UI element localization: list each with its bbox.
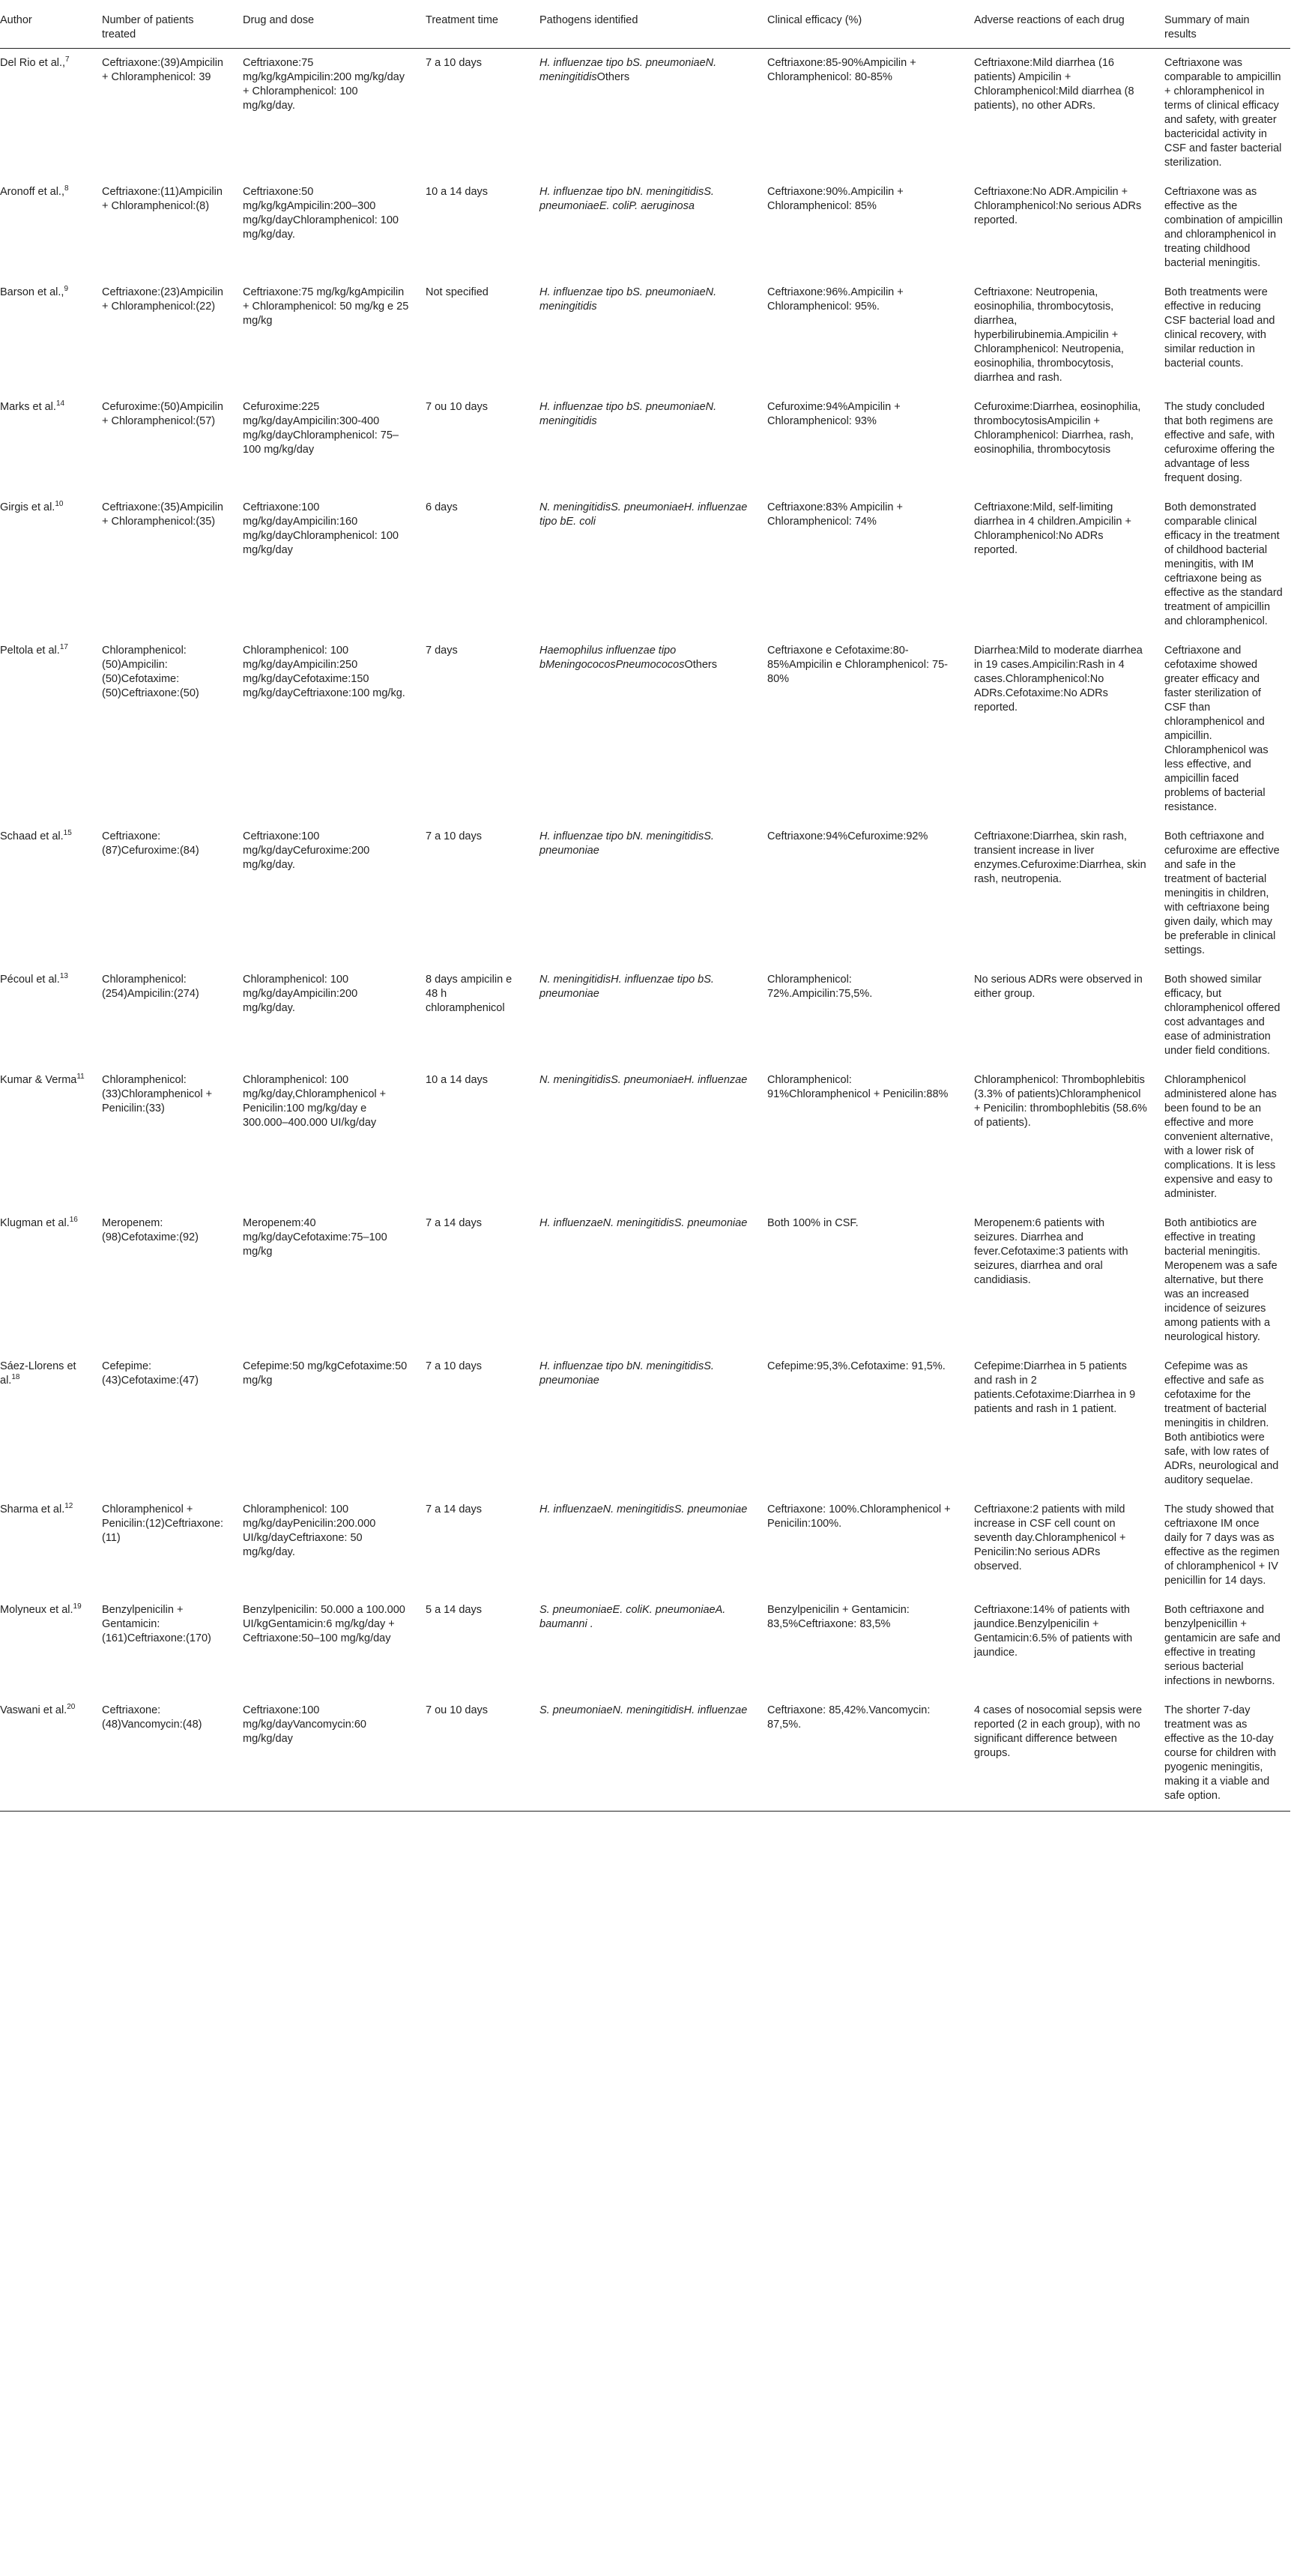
pathogens-cell — [530, 278, 758, 393]
patients-cell: Benzylpenicilin + Gentamicin:(161)Ceftriaxone:(170) — [102, 1604, 211, 1644]
table-row — [0, 278, 1290, 393]
efficacy-cell: Ceftriaxone: 100%.Chloramphenicol + Penicilin:100%. — [767, 1503, 951, 1530]
reference-number[interactable]: 12 — [64, 1502, 73, 1511]
drug-cell: Chloramphenicol: 100 mg/kg/dayPenicilin:200.000 UI/kg/dayCeftriaxone: 50 mg/kg/day. — [243, 1503, 376, 1558]
table-row — [0, 1696, 1290, 1812]
reference-number[interactable]: 14 — [55, 399, 65, 408]
pathogens-cell — [530, 1066, 758, 1209]
pathogens-italic: H. influenzae tipo bS. pneumoniaeN. meningitidis — [539, 286, 717, 313]
patients-cell: Cefepime:(43)Cefotaxime:(47) — [102, 1360, 199, 1387]
table-row — [0, 49, 1290, 178]
author-cell — [0, 278, 93, 393]
efficacy-cell: Both 100% in CSF. — [767, 1217, 859, 1229]
adverse-cell: No serious ADRs were observed in either group. — [974, 974, 1143, 1000]
patients-cell: Ceftriaxone:(23)Ampicilin + Chloramphenicol:(22) — [102, 286, 223, 313]
header-pathogens: Pathogens identified — [530, 10, 758, 49]
summary-cell: Ceftriaxone was as effective as the combination of ampicillin and chloramphenicol in treating childhood bacterial meningitis. — [1164, 186, 1283, 269]
drug-cell: Chloramphenicol: 100 mg/kg/dayAmpicilin:250 mg/kg/dayCefotaxime:150 mg/kg/dayCeftriaxone:100 mg/kg. — [243, 645, 405, 699]
author-cell — [0, 178, 93, 278]
pathogens-italic: H. influenzae tipo bN. meningitidisS. pneumoniae — [539, 1360, 714, 1387]
reference-number[interactable]: 18 — [11, 1373, 20, 1382]
pathogens-cell — [530, 1209, 758, 1352]
author-name: Aronoff et al., — [0, 186, 64, 198]
pathogens-italic: Haemophilus influenzae tipo bMeningococosPneumococos — [539, 645, 685, 671]
efficacy-cell: Cefuroxime:94%Ampicilin + Chloramphenicol: 93% — [767, 401, 901, 427]
pathogens-italic: H. influenzaeN. meningitidisS. pneumoniae — [539, 1503, 748, 1515]
drug-cell: Benzylpenicilin: 50.000 a 100.000 UI/kgGentamicin:6 mg/kg/day + Ceftriaxone:50–100 mg/kg/day — [243, 1604, 405, 1644]
author-cell — [0, 1066, 93, 1209]
pathogens-cell — [530, 1696, 758, 1812]
author-name: Del Rio et al., — [0, 57, 66, 69]
table-row — [0, 1596, 1290, 1696]
pathogens-italic: H. influenzae tipo bS. pneumoniaeN. meningitidis — [539, 57, 717, 83]
pathogens-other: Others — [684, 659, 717, 671]
drug-cell: Chloramphenicol: 100 mg/kg/day,Chloramphenicol + Penicilin:100 mg/kg/day e 300.000–400.000 UI/kg/day — [243, 1074, 387, 1129]
summary-cell: The shorter 7-day treatment was as effective as the 10-day course for children with pyogenic meningitis, making it a viable and safe option. — [1155, 1696, 1290, 1812]
drug-cell: Meropenem:40 mg/kg/dayCefotaxime:75–100 mg/kg — [243, 1217, 387, 1258]
reference-number[interactable]: 20 — [67, 1703, 76, 1712]
adverse-cell: Ceftriaxone:Mild, self-limiting diarrhea in 4 children.Ampicilin + Chloramphenicol:No ADRs reported. — [974, 501, 1131, 556]
drug-cell: Chloramphenicol: 100 mg/kg/dayAmpicilin:200 mg/kg/day. — [243, 974, 358, 1014]
pathogens-italic: N. meningitidisS. pneumoniaeH. influenzae — [539, 1074, 748, 1086]
author-name: Sharma et al. — [0, 1503, 65, 1515]
time-cell: 7 a 14 days — [426, 1503, 482, 1515]
author-name: Pécoul et al. — [0, 974, 60, 986]
page — [0, 10, 1294, 1812]
reference-number[interactable]: 13 — [59, 972, 68, 981]
patients-cell: Chloramphenicol + Penicilin:(12)Ceftriaxone:(11) — [102, 1503, 223, 1544]
patients-cell: Ceftriaxone:(35)Ampicilin + Chloramphenicol:(35) — [102, 501, 223, 528]
pathogens-italic: N. meningitidisH. influenzae tipo bS. pneumoniae — [539, 974, 714, 1000]
summary-cell: Both showed similar efficacy, but chloramphenicol offered cost advantages and ease of administration under field conditions. — [1164, 974, 1281, 1057]
header-summary: Summary of main results — [1155, 10, 1290, 49]
author-cell — [0, 965, 93, 1066]
time-cell: 7 a 14 days — [426, 1217, 482, 1229]
summary-cell: Cefepime was as effective and safe as cefotaxime for the treatment of bacterial meningitis in children. Both antibiotics were safe, with low rates of ADRs, neurological and auditory sequelae. — [1164, 1360, 1279, 1486]
efficacy-cell: Ceftriaxone:96%.Ampicilin + Chloramphenicol: 95%. — [767, 286, 904, 313]
time-cell: 7 a 10 days — [426, 57, 482, 69]
studies-table — [0, 10, 1290, 1812]
pathogens-italic: S. pneumoniaeN. meningitidisH. influenzae — [539, 1704, 748, 1716]
pathogens-cell — [530, 636, 758, 822]
summary-cell: Both treatments were effective in reducing CSF bacterial load and clinical recovery, with similar reduction in bacterial counts. — [1164, 286, 1275, 369]
adverse-cell: Ceftriaxone:Mild diarrhea (16 patients) Ampicilin + Chloramphenicol:Mild diarrhea (8 patients), no other ADRs. — [974, 57, 1134, 112]
header-efficacy: Clinical efficacy (%) — [758, 10, 965, 49]
author-name: Schaad et al. — [0, 830, 64, 842]
adverse-cell: Chloramphenicol: Thrombophlebitis (3.3% of patients)Chloramphenicol + Penicilin: thrombophlebitis (58.6% of patients). — [974, 1074, 1147, 1129]
time-cell: 6 days — [426, 501, 458, 513]
time-cell: 7 a 10 days — [426, 1360, 482, 1372]
author-name: Klugman et al. — [0, 1217, 70, 1229]
time-cell: 10 a 14 days — [426, 1074, 489, 1086]
table-header-row — [0, 10, 1290, 49]
efficacy-cell: Ceftriaxone:90%.Ampicilin + Chloramphenicol: 85% — [767, 186, 904, 212]
adverse-cell: Cefepime:Diarrhea in 5 patients and rash in 2 patients.Cefotaxime:Diarrhea in 9 patients and rash in 1 patient. — [974, 1360, 1136, 1415]
efficacy-cell: Chloramphenicol: 72%.Ampicilin:75,5%. — [767, 974, 873, 1000]
pathogens-italic: H. influenzae tipo bN. meningitidisS. pneumoniaeE. coliP. aeruginosa — [539, 186, 714, 212]
summary-cell: Both ceftriaxone and benzylpenicillin + gentamicin are safe and effective in treating serious bacterial infections in newborns. — [1164, 1604, 1281, 1687]
author-cell — [0, 493, 93, 636]
drug-cell: Ceftriaxone:75 mg/kg/kgAmpicilin:200 mg/kg/day + Chloramphenicol: 100 mg/kg/day. — [243, 57, 405, 112]
pathogens-italic: H. influenzae tipo bS. pneumoniaeN. meningitidis — [539, 401, 717, 427]
pathogens-italic: H. influenzaeN. meningitidisS. pneumoniae — [539, 1217, 748, 1229]
table-body — [0, 49, 1290, 1812]
header-drug: Drug and dose — [234, 10, 417, 49]
adverse-cell: Ceftriaxone:No ADR.Ampicilin + Chloramphenicol:No serious ADRs reported. — [974, 186, 1142, 226]
pathogens-cell — [530, 965, 758, 1066]
drug-cell: Ceftriaxone:100 mg/kg/dayAmpicilin:160 mg/kg/dayChloramphenicol: 100 mg/kg/day — [243, 501, 399, 556]
adverse-cell: Ceftriaxone:Diarrhea, skin rash, transient increase in liver enzymes.Cefuroxime:Diarrhea, skin rash, neutropenia. — [974, 830, 1146, 885]
patients-cell: Ceftriaxone:(39)Ampicilin + Chloramphenicol: 39 — [102, 57, 223, 83]
pathogens-cell — [530, 178, 758, 278]
summary-cell: Both ceftriaxone and cefuroxime are effective and safe in the treatment of bacterial meningitis in children, with ceftriaxone being given daily, which may be preferable in clinical settings. — [1164, 830, 1280, 956]
reference-number[interactable]: 17 — [59, 643, 68, 652]
pathogens-italic: H. influenzae tipo bN. meningitidisS. pneumoniae — [539, 830, 714, 857]
drug-cell: Cefuroxime:225 mg/kg/dayAmpicilin:300-400 mg/kg/dayChloramphenicol: 75–100 mg/kg/day — [243, 401, 399, 456]
summary-cell: Both antibiotics are effective in treating bacterial meningitis. Meropenem was a safe alternative, but there was an increased incidence of seizures among patients with a neurological history. — [1164, 1217, 1278, 1343]
pathogens-other: Others — [596, 71, 630, 83]
header-author: Author — [0, 10, 93, 49]
patients-cell: Ceftriaxone:(11)Ampicilin + Chloramphenicol:(8) — [102, 186, 223, 212]
author-cell — [0, 1495, 93, 1596]
pathogens-italic: N. meningitidisS. pneumoniaeH. influenzae tipo bE. coli — [539, 501, 748, 528]
drug-cell: Ceftriaxone:75 mg/kg/kgAmpicilin + Chloramphenicol: 50 mg/kg e 25 mg/kg — [243, 286, 409, 327]
reference-number[interactable]: 16 — [69, 1216, 78, 1225]
table-row — [0, 636, 1290, 822]
time-cell: 5 a 14 days — [426, 1604, 482, 1616]
time-cell: Not specified — [426, 286, 489, 298]
time-cell: 10 a 14 days — [426, 186, 489, 198]
table-row — [0, 965, 1290, 1066]
summary-cell: Ceftriaxone was comparable to ampicillin + chloramphenicol in terms of clinical efficacy and safety, with greater bactericidal activity in CSF and faster bacterial sterilization. — [1164, 57, 1282, 169]
efficacy-cell: Cefepime:95,3%.Cefotaxime: 91,5%. — [767, 1360, 946, 1372]
efficacy-cell: Ceftriaxone:85-90%Ampicilin + Chloramphenicol: 80-85% — [767, 57, 916, 83]
author-name: Vaswani et al. — [0, 1704, 67, 1716]
efficacy-cell: Ceftriaxone:83% Ampicilin + Chloramphenicol: 74% — [767, 501, 903, 528]
patients-cell: Chloramphenicol:(254)Ampicilin:(274) — [102, 974, 199, 1000]
pathogens-cell — [530, 393, 758, 493]
header-time: Treatment time — [417, 10, 530, 49]
reference-number[interactable]: 11 — [76, 1073, 85, 1082]
efficacy-cell: Chloramphenicol: 91%Chloramphenicol + Penicilin:88% — [767, 1074, 949, 1100]
pathogens-cell — [530, 1495, 758, 1596]
summary-cell: Ceftriaxone and cefotaxime showed greater efficacy and faster sterilization of CSF than chloramphenicol and ampicillin. Chloramphenicol was less effective, and ampicillin faced problems of bacterial resistance. — [1164, 645, 1269, 813]
drug-cell: Ceftriaxone:50 mg/kg/kgAmpicilin:200–300 mg/kg/dayChloramphenicol: 100 mg/kg/day. — [243, 186, 399, 241]
summary-cell: Chloramphenicol administered alone has been found to be an effective and more convenient alternative, with a lower risk of complications. It is less expensive and easy to administer. — [1164, 1074, 1277, 1200]
adverse-cell: Ceftriaxone:2 patients with mild increase in CSF cell count on seventh day.Chloramphenicol + Penicilin:No serious ADRs observed. — [974, 1503, 1126, 1572]
author-name: Girgis et al. — [0, 501, 55, 513]
table-row — [0, 1495, 1290, 1596]
author-name: Barson et al., — [0, 286, 64, 298]
header-patients: Number of patients treated — [93, 10, 234, 49]
summary-cell: The study concluded that both regimens are effective and safe, with cefuroxime offering the advantage of less frequent dosing. — [1164, 401, 1275, 484]
author-cell — [0, 636, 93, 822]
adverse-cell: Ceftriaxone:14% of patients with jaundice.Benzylpenicilin + Gentamicin:6.5% of patients with jaundice. — [974, 1604, 1133, 1659]
drug-cell: Ceftriaxone:100 mg/kg/dayVancomycin:60 mg/kg/day — [234, 1696, 417, 1812]
pathogens-cell — [530, 822, 758, 965]
patients-cell: Ceftriaxone:(48)Vancomycin:(48) — [93, 1696, 234, 1812]
drug-cell: Cefepime:50 mg/kgCefotaxime:50 mg/kg — [243, 1360, 408, 1387]
author-cell — [0, 393, 93, 493]
drug-cell: Ceftriaxone:100 mg/kg/dayCefuroxime:200 mg/kg/day. — [243, 830, 370, 871]
table-row — [0, 1066, 1290, 1209]
time-cell: 7 a 10 days — [426, 830, 482, 842]
patients-cell: Meropenem:(98)Cefotaxime:(92) — [102, 1217, 199, 1243]
table-row — [0, 178, 1290, 278]
table-row — [0, 393, 1290, 493]
author-name: Marks et al. — [0, 401, 56, 413]
adverse-cell: Meropenem:6 patients with seizures. Diarrhea and fever.Cefotaxime:3 patients with seizures, diarrhea and oral candidiasis. — [974, 1217, 1128, 1286]
pathogens-cell — [530, 1596, 758, 1696]
author-name: Kumar & Verma — [0, 1074, 77, 1086]
efficacy-cell: Benzylpenicilin + Gentamicin: 83,5%Ceftriaxone: 83,5% — [767, 1604, 910, 1630]
pathogens-cell — [530, 1352, 758, 1495]
efficacy-cell: Ceftriaxone: 85,42%.Vancomycin: 87,5%. — [758, 1696, 965, 1812]
adverse-cell: Diarrhea:Mild to moderate diarrhea in 19 cases.Ampicilin:Rash in 4 cases.Chloramphenicol:No ADRs.Cefotaxime:No ADRs reported. — [974, 645, 1143, 714]
author-cell — [0, 1596, 93, 1696]
author-name: Peltola et al. — [0, 645, 60, 657]
header-adverse: Adverse reactions of each drug — [965, 10, 1155, 49]
reference-number[interactable]: 7 — [65, 55, 70, 64]
time-cell: 8 days ampicilin e 48 h chloramphenicol — [426, 974, 513, 1014]
table-row — [0, 1352, 1290, 1495]
author-cell — [0, 49, 93, 178]
adverse-cell: 4 cases of nosocomial sepsis were reported (2 in each group), with no significant difference between groups. — [965, 1696, 1155, 1812]
table-row — [0, 493, 1290, 636]
summary-cell: Both demonstrated comparable clinical efficacy in the treatment of childhood bacterial meningitis, with IM ceftriaxone being as effective as the standard treatment of ampicillin and chloramphenicol. — [1164, 501, 1283, 627]
reference-number[interactable]: 10 — [55, 500, 64, 509]
author-name: Molyneux et al. — [0, 1604, 73, 1616]
table-row — [0, 822, 1290, 965]
author-cell — [0, 1352, 93, 1495]
author-cell — [0, 822, 93, 965]
time-cell: 7 ou 10 days — [417, 1696, 530, 1812]
pathogens-cell — [530, 49, 758, 178]
patients-cell: Chloramphenicol:(33)Chloramphenicol + Penicilin:(33) — [102, 1074, 213, 1114]
reference-number[interactable]: 15 — [63, 829, 72, 838]
summary-cell: The study showed that ceftriaxone IM once daily for 7 days was as effective as the regimen of chloramphenicol + IV penicillin for 14 days. — [1164, 1503, 1280, 1587]
reference-number[interactable]: 9 — [64, 285, 68, 294]
author-cell — [0, 1696, 93, 1812]
author-name: Sáez-Llorens et al. — [0, 1360, 76, 1387]
adverse-cell: Cefuroxime:Diarrhea, eosinophilia, thrombocytosisAmpicilin + Chloramphenicol: Diarrhea, rash, eosinophilia, thrombocytosis — [974, 401, 1141, 456]
adverse-cell: Ceftriaxone: Neutropenia, eosinophilia, thrombocytosis, diarrhea, hyperbilirubinemia.Ampicilin + Chloramphenicol: Neutropenia, eosinophilia, thrombocytosis, diarrhea and rash. — [974, 286, 1124, 384]
author-cell — [0, 1209, 93, 1352]
patients-cell: Chloramphenicol:(50)Ampicilin:(50)Cefotaxime:(50)Ceftriaxone:(50) — [102, 645, 199, 699]
patients-cell: Cefuroxime:(50)Ampicilin + Chloramphenicol:(57) — [102, 401, 223, 427]
pathogens-italic: S. pneumoniaeE. coliK. pneumoniaeA. baumanni . — [539, 1604, 726, 1630]
time-cell: 7 ou 10 days — [426, 401, 489, 413]
patients-cell: Ceftriaxone:(87)Cefuroxime:(84) — [102, 830, 199, 857]
reference-number[interactable]: 8 — [64, 184, 69, 193]
time-cell: 7 days — [426, 645, 458, 657]
table-row — [0, 1209, 1290, 1352]
efficacy-cell: Ceftriaxone e Cefotaxime:80-85%Ampicilin e Chloramphenicol: 75-80% — [767, 645, 948, 685]
efficacy-cell: Ceftriaxone:94%Cefuroxime:92% — [767, 830, 928, 842]
pathogens-cell — [530, 493, 758, 636]
reference-number[interactable]: 19 — [73, 1602, 82, 1611]
